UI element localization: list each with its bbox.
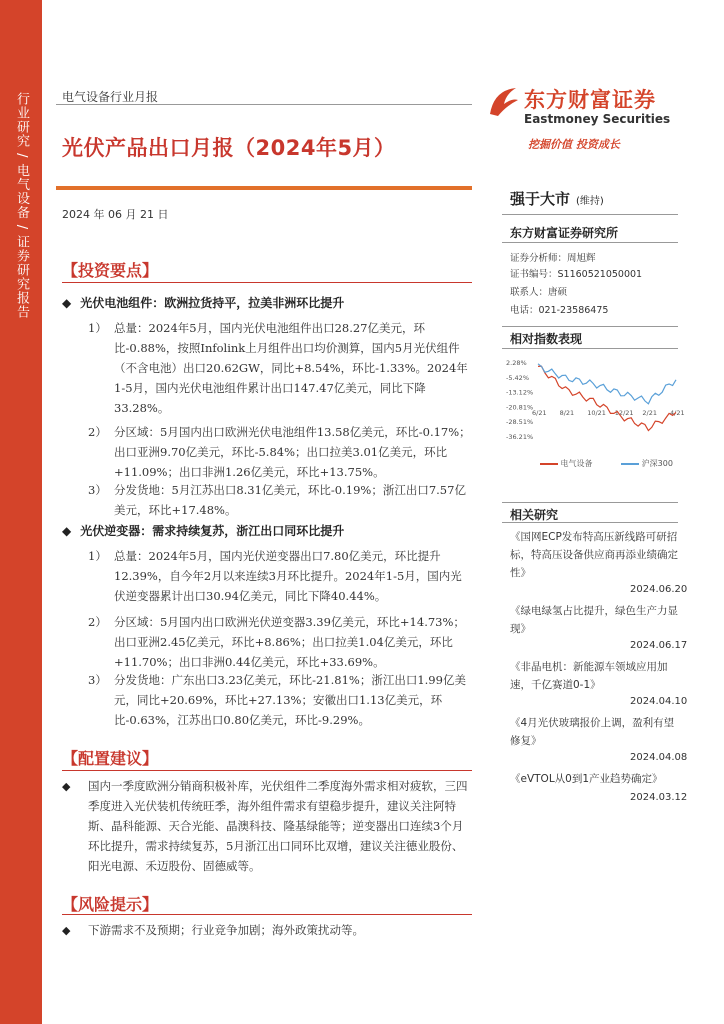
related-item[interactable]: 《eVTOL从0到1产业趋势确定》 — [510, 773, 663, 785]
y-tick-label: -5.42% — [506, 373, 529, 382]
bullet-inverter — [62, 522, 344, 539]
related-item[interactable]: 《4月光伏玻璃报价上调，盈利有望修复》 — [510, 717, 675, 747]
left-sidebar — [0, 0, 42, 1024]
brand-slogan: 挖掘价值 投资成长 — [528, 138, 620, 151]
series-line-1 — [538, 364, 676, 404]
paragraph — [88, 318, 472, 418]
divider — [56, 104, 472, 105]
section-config-head: 【配置建议】 — [62, 749, 159, 768]
paragraph — [88, 670, 472, 730]
related-date: 2024.04.08 — [630, 752, 688, 763]
legend-swatch-electrical — [540, 463, 558, 465]
cert-number: 证书编号：S1160521050001 — [510, 269, 643, 280]
y-tick-label: -20.81% — [506, 403, 534, 412]
chart-svg — [504, 356, 685, 452]
y-tick-label: -36.21% — [506, 433, 534, 441]
divider — [502, 242, 678, 243]
x-tick-label: 10/21 — [587, 408, 606, 417]
institute-name: 东方财富证券研究所 — [510, 226, 619, 240]
section-risk-head: 【风险提示】 — [62, 895, 159, 914]
item-text: 分区域：5月国内出口欧洲光伏逆变器3.39亿美元，环比+14.73%；出口亚洲2.45亿美元，环比+8.86%；出口拉美1.04亿美元，环比+11.70%；出口非洲0.44亿美元，环比+33.69%。 — [114, 615, 465, 669]
x-tick-label: 8/21 — [559, 408, 575, 417]
series-line-0 — [538, 366, 676, 430]
x-tick-label: 4/21 — [670, 408, 685, 417]
item-number: 1） — [88, 321, 107, 335]
rating-label: 强于大市 — [510, 190, 571, 208]
contact: 联系人：唐硕 — [510, 287, 568, 298]
bullet-text: 光伏逆变器：需求持续复苏，浙江出口同环比提升 — [80, 524, 345, 538]
section-rule — [62, 282, 472, 283]
relative-index-chart — [504, 356, 685, 468]
related-heading: 相关研究 — [510, 508, 559, 522]
diamond-icon: ◆ — [62, 924, 71, 937]
y-tick-label: -28.51% — [506, 418, 534, 427]
related-item[interactable]: 《绿电绿氢占比提升，绿色生产力显现》 — [510, 605, 678, 635]
item-number: 3） — [88, 483, 107, 497]
paragraph — [88, 480, 472, 520]
item-text: 分区域：5月国内出口欧洲光伏电池组件13.58亿美元，环比-0.17%；出口亚洲9.70亿美元，环比-5.84%；出口拉美3.01亿美元，环比+11.09%；出口非洲1.26亿美元，环比+13.75%。 — [114, 425, 471, 479]
page-title: 光伏产品出口月报（2024年5月） — [62, 136, 396, 160]
risk-paragraph: 下游需求不及预期；行业竞争加剧；海外政策扰动等。 — [88, 923, 364, 937]
related-item[interactable]: 《非晶电机：新能源车领域应用加速，千亿赛道0-1》 — [510, 661, 668, 691]
diamond-icon: ◆ — [62, 296, 72, 310]
related-date: 2024.06.20 — [630, 584, 688, 595]
config-paragraph: 国内一季度欧洲分销商积极补库，光伏组件二季度海外需求相对疲软，三四季度进入光伏装机传统旺季，海外组件需求有望稳步提升，建议关注阿特斯、晶科能源、天合光能、晶澳科技、隆基绿能等；逆变器出口连续3个月环比提升，需求持续复苏，5月浙江出口同环比双增，建议关注德业股份、阳光电源、禾迈股份、固德威等。 — [88, 779, 468, 873]
related-item[interactable]: 《国网ECP发布特高压新线路可研招标，特高压设备供应商再添业绩确定性》 — [510, 531, 678, 579]
section-rule — [62, 914, 472, 915]
item-text: 分发货地：广东出口3.23亿美元，环比-21.81%；浙江出口1.99亿美元，同比+20.69%，环比+27.13%；安徽出口1.13亿美元，环比-0.63%，江苏出口0.80亿美元，环比-9.29%。 — [114, 673, 466, 727]
related-date: 2024.04.10 — [630, 696, 688, 707]
brand-logo-icon — [486, 84, 522, 120]
rating — [510, 188, 604, 209]
report-date: 2024 年 06 月 21 日 — [62, 208, 169, 221]
bullet-text: 光伏电池组件：欧洲拉货持平，拉美非洲环比提升 — [80, 296, 345, 310]
divider — [502, 522, 678, 523]
divider — [502, 502, 678, 503]
item-number: 1） — [88, 549, 107, 563]
related-date: 2024.03.12 — [630, 792, 688, 803]
analyst: 证券分析师：周旭辉 — [510, 253, 596, 264]
item-number: 2） — [88, 425, 107, 439]
x-tick-label: 6/21 — [532, 408, 547, 417]
item-number: 2） — [88, 615, 107, 629]
phone: 电话：021-23586475 — [510, 305, 609, 316]
brand-name: 东方财富证券 — [524, 88, 656, 112]
paragraph — [88, 546, 472, 606]
report-type: 电气设备行业月报 — [62, 90, 159, 104]
rating-note: (维持) — [576, 196, 604, 207]
related-date: 2024.06.17 — [630, 640, 688, 651]
diamond-icon: ◆ — [62, 524, 72, 538]
item-number: 3） — [88, 673, 107, 687]
chart-legend — [540, 458, 673, 469]
diamond-icon: ◆ — [62, 780, 71, 793]
bullet-pv-module — [62, 294, 344, 311]
item-text: 总量：2024年5月，国内光伏逆变器出口7.80亿美元，环比提升12.39%，自今年2月以来连续3月环比提升。2024年1-5月，国内光伏逆变器累计出口30.94亿美元，同比下降40.44%。 — [114, 549, 462, 603]
sidebar-category: 行业研究 / 电气设备 / 证券研究报告 — [14, 92, 29, 320]
section-rule — [62, 770, 472, 771]
legend-label: 电气设备 — [560, 459, 593, 468]
x-tick-label: 2/21 — [642, 408, 658, 417]
paragraph — [88, 612, 472, 672]
x-tick-label: 12/21 — [614, 408, 634, 417]
y-tick-label: 2.28% — [506, 359, 527, 367]
brand-name-en: Eastmoney Securities — [524, 112, 671, 126]
divider — [502, 348, 678, 349]
divider — [502, 326, 678, 327]
legend-label: 沪深300 — [641, 459, 673, 468]
y-tick-label: -13.12% — [506, 388, 534, 397]
item-text: 分发货地：5月江苏出口8.31亿美元，环比-0.19%；浙江出口7.57亿美元，环比+17.48%。 — [114, 483, 466, 517]
legend-swatch-hs300 — [621, 463, 639, 465]
section-invest-head: 【投资要点】 — [62, 261, 159, 280]
item-text: 总量：2024年5月，国内光伏电池组件出口28.27亿美元，环比-0.88%，按照Infolink上月组件出口均价测算，国内5月光伏组件（不含电池）出口20.62GW，同比+8.54%，环比-1.33%。2024年1-5月，国内光伏电池组件累计出口147.47亿美元，同比下降33.28%。 — [114, 321, 468, 415]
title-divider — [56, 186, 472, 190]
paragraph — [88, 422, 472, 482]
chart-heading: 相对指数表现 — [510, 332, 583, 346]
divider — [502, 214, 678, 215]
